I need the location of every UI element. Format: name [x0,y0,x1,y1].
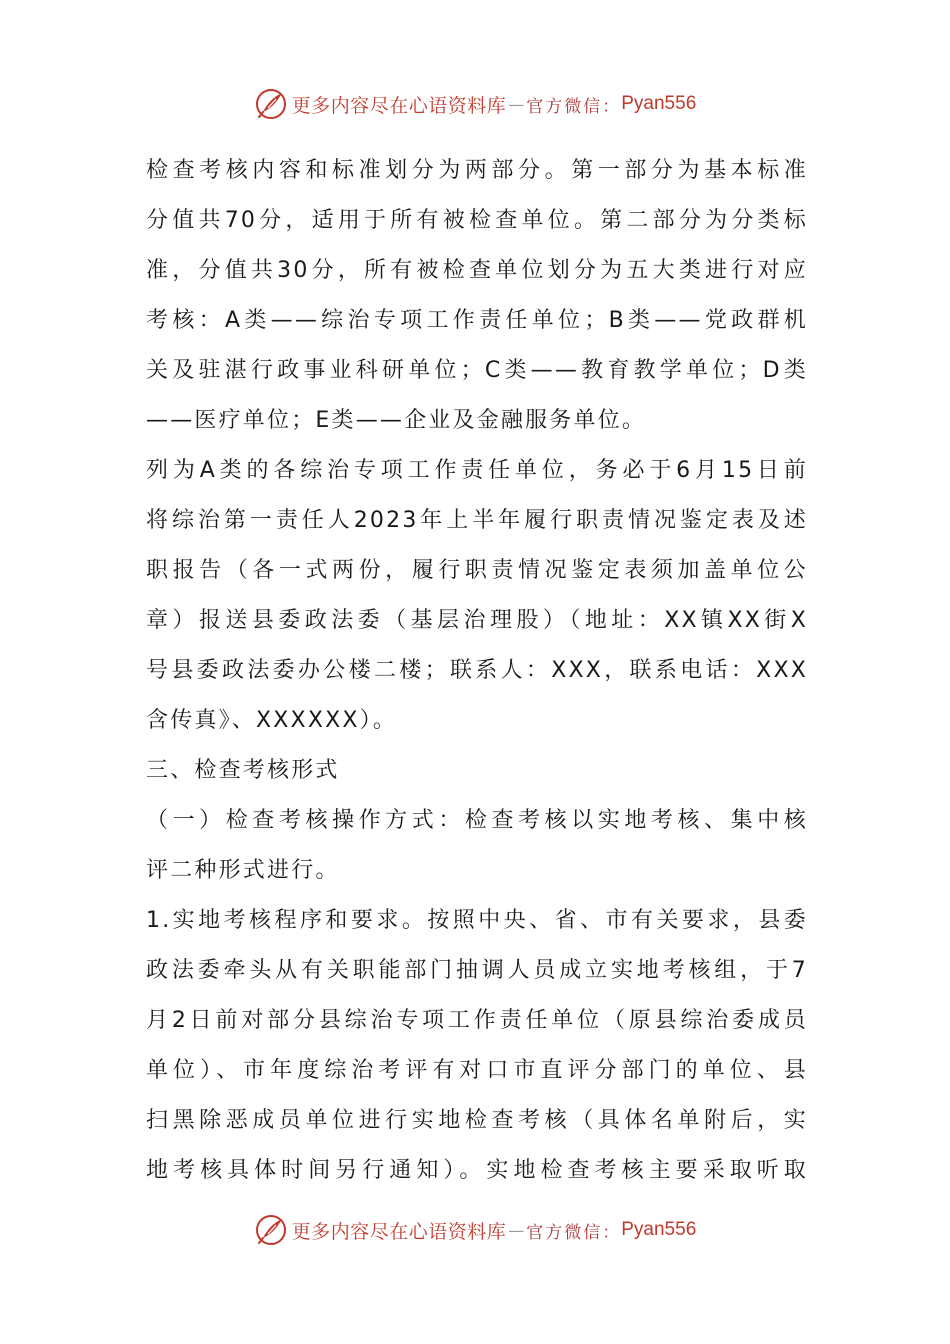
document-body [146,146,808,1196]
footer-banner [0,1206,950,1254]
body-line: 章）报送县委政法委（基层治理股）（地址：XX镇XX街X [146,608,808,633]
body-line: （一）检查考核操作方式：检查考核以实地考核、集中核 [146,808,808,833]
body-line: 政法委牵头从有关职能部门抽调人员成立实地考核组，于7 [146,958,808,983]
body-line: 含传真》、XXXXXX）。 [146,708,398,733]
body-line: 检查考核内容和标准划分为两部分。第一部分为基本标准 [146,158,808,183]
body-line: 将综治第一责任人2023年上半年履行职责情况鉴定表及述 [146,508,808,533]
body-line: 地考核具体时间另行通知）。实地检查考核主要采取听取 [146,1158,808,1183]
banner-sub-text: 官方微信： [526,96,622,117]
body-line: 评二种形式进行。 [146,858,340,883]
banner-wechat-id: Pyan556 [621,93,697,114]
feather-pen-logo-icon [254,1213,288,1247]
banner-sub-text: 官方微信： [526,1222,622,1243]
body-line: 1.实地考核程序和要求。按照中央、省、市有关要求，县委 [146,908,808,933]
body-line: 分值共70分，适用于所有被检查单位。第二部分为分类标 [146,208,808,233]
body-line: ——医疗单位；E类——企业及金融服务单位。 [146,408,647,433]
banner-wechat-id: Pyan556 [621,1219,697,1240]
banner-separator: — [508,94,525,114]
body-line: 号县委政法委办公楼二楼；联系人：XXX，联系电话：XXX [146,658,808,683]
body-line: 职报告（各一式两份，履行职责情况鉴定表须加盖单位公 [146,558,808,583]
body-line: 单位）、市年度综治考评有对口市直评分部门的单位、县 [146,1058,808,1083]
body-line: 准，分值共30分，所有被检查单位划分为五大类进行对应 [146,258,808,283]
section-heading: 三、检查考核形式 [146,758,340,783]
body-line: 扫黑除恶成员单位进行实地检查考核（具体名单附后，实 [146,1108,808,1133]
body-line: 月2日前对部分县综治专项工作责任单位（原县综治委成员 [146,1008,808,1033]
body-line: 关及驻湛行政事业科研单位；C类——教育教学单位；D类 [146,358,808,383]
banner-separator: — [508,1220,525,1240]
feather-pen-logo-icon [254,87,288,121]
header-banner [0,80,950,128]
body-line: 考核：A类——综治专项工作责任单位；B类——党政群机 [146,308,808,333]
banner-main-text: 更多内容尽在心语资料库 [291,1220,507,1243]
banner-main-text: 更多内容尽在心语资料库 [291,94,507,117]
body-line: 列为A类的各综治专项工作责任单位，务必于6月15日前 [146,458,808,483]
